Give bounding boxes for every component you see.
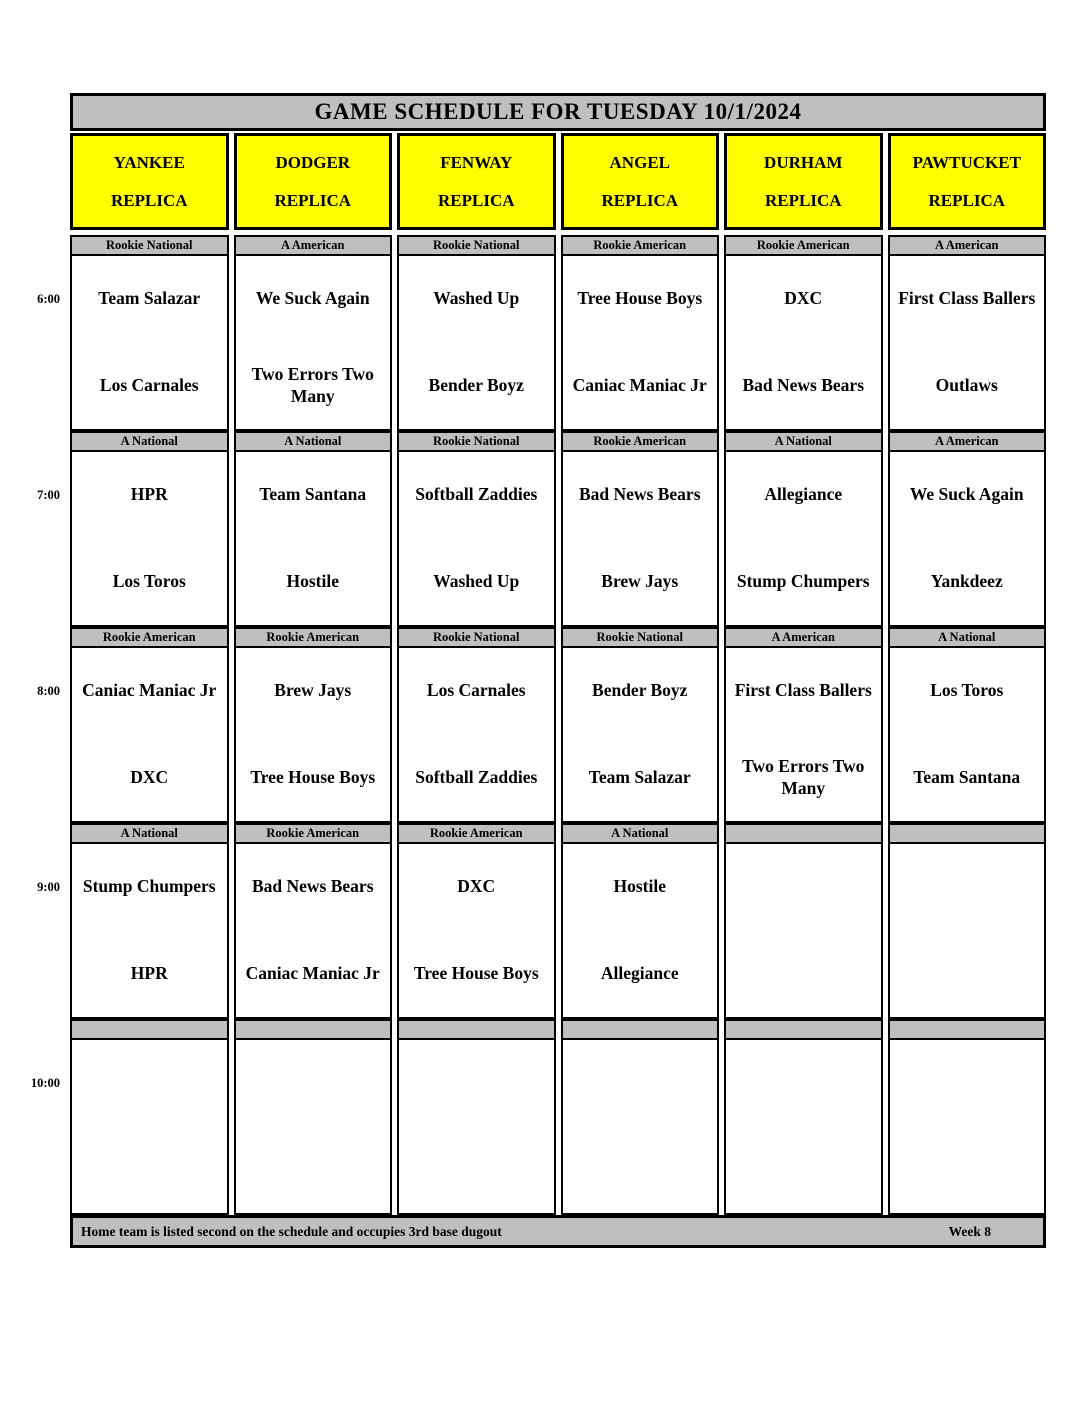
game-cell [397,1040,556,1215]
league-band: Rookie National [397,431,556,452]
league-band: Rookie American [724,235,883,256]
away-team: Los Toros [930,680,1004,701]
home-team: Los Toros [112,570,186,591]
field-header-fenway [397,133,556,230]
home-team: DXC [130,766,169,787]
field-name: PAWTUCKET [912,152,1021,172]
away-team [399,1040,554,1127]
league-band: A American [888,235,1047,256]
game-cell [561,844,720,1019]
league-band [397,1019,556,1040]
away-team: Tree House Boys [577,288,703,309]
home-team [399,1127,554,1214]
home-team: Two Errors Two Many [251,363,374,406]
away-team: First Class Ballers [898,288,1036,309]
away-team [890,844,1045,931]
away-team: First Class Ballers [734,680,872,701]
league-band: Rookie American [561,431,720,452]
away-team [72,1040,227,1127]
game-cell [888,648,1047,823]
league-band: A National [888,627,1047,648]
game-cell [888,1040,1047,1215]
game-cell [561,256,720,431]
league-band: Rookie American [234,627,393,648]
field-subtitle: REPLICA [274,190,351,210]
away-team: Allegiance [764,484,843,505]
league-band: Rookie American [397,823,556,844]
game-cell [234,452,393,627]
game-cell [561,1040,720,1215]
home-team [726,931,881,1018]
home-team: Allegiance [600,962,679,983]
home-team: Outlaws [935,374,998,395]
game-cell [70,1040,229,1215]
away-team [726,844,881,931]
schedule-table [70,93,1046,1248]
home-team: Tree House Boys [250,766,376,787]
game-cell [888,256,1047,431]
game-cell [724,1040,883,1215]
field-header-dodger [234,133,393,230]
away-team: We Suck Again [909,484,1024,505]
league-band: A National [234,431,393,452]
game-cell [888,844,1047,1019]
away-team [563,1040,718,1127]
league-band-row [70,1019,1046,1040]
field-header-angel [561,133,720,230]
home-team: Two Errors Two Many [742,755,865,798]
field-header-durham [724,133,883,230]
game-cell [561,648,720,823]
league-band: A American [724,627,883,648]
league-band: A National [70,431,229,452]
away-team: Softball Zaddies [415,484,538,505]
game-cell [397,256,556,431]
game-cell [70,648,229,823]
league-band-row [70,431,1046,452]
home-team: Brew Jays [601,570,679,591]
home-team [890,1127,1045,1214]
league-band: A American [234,235,393,256]
game-cell [397,648,556,823]
league-band [561,1019,720,1040]
league-band: Rookie American [70,627,229,648]
time-label: 7:00 [37,488,60,502]
slot-rows [70,235,1046,1215]
home-team: Team Salazar [588,766,691,787]
league-band: A National [561,823,720,844]
home-team: Washed Up [433,570,520,591]
game-cell [397,452,556,627]
game-cell [724,648,883,823]
away-team: Washed Up [433,288,520,309]
footer-row [70,1215,1046,1248]
game-cell [70,452,229,627]
home-team: Softball Zaddies [415,766,538,787]
game-row [70,844,1046,1019]
home-team: Yankdeez [930,570,1003,591]
time-label: 10:00 [30,1076,60,1090]
away-team: Stump Chumpers [82,876,216,897]
game-cell [70,844,229,1019]
away-team: Hostile [613,876,666,897]
game-cell [234,256,393,431]
home-team: Los Carnales [99,374,199,395]
game-cell [397,844,556,1019]
league-band: A National [724,431,883,452]
field-name: DURHAM [764,152,843,172]
game-row [70,648,1046,823]
field-subtitle: REPLICA [764,190,842,210]
field-name: YANKEE [113,152,185,172]
game-cell [724,452,883,627]
game-cell [888,452,1047,627]
away-team: Bad News Bears [251,876,374,897]
away-team: Bender Boyz [592,680,688,701]
game-row [70,1040,1046,1215]
field-header-pawtucket [888,133,1047,230]
league-band-row [70,235,1046,256]
home-team: Stump Chumpers [736,570,870,591]
away-team: We Suck Again [255,288,370,309]
time-label: 6:00 [37,292,60,306]
league-band [888,823,1047,844]
field-subtitle: REPLICA [110,190,188,210]
league-band [234,1019,393,1040]
time-label: 9:00 [37,880,60,894]
home-team [72,1127,227,1214]
away-team [726,1040,881,1127]
away-team [236,1040,391,1127]
away-team [890,1040,1045,1127]
league-band-row [70,823,1046,844]
home-team [563,1127,718,1214]
field-header-yankee [70,133,229,230]
league-band: Rookie National [397,627,556,648]
home-team: Tree House Boys [413,962,539,983]
game-cell [70,256,229,431]
home-team: Hostile [286,570,339,591]
league-band: Rookie American [561,235,720,256]
home-team [890,931,1045,1018]
league-band: Rookie National [561,627,720,648]
league-band [724,823,883,844]
away-team: DXC [457,876,496,897]
field-header-row [70,133,1046,230]
game-cell [234,648,393,823]
home-team: Caniac Maniac Jr [245,962,380,983]
footer-note: Home team is listed second on the schedule and occupies 3rd base dugout [81,1223,502,1239]
game-cell [724,844,883,1019]
away-team: DXC [784,288,823,309]
field-name: DODGER [275,152,351,172]
home-team: Team Santana [913,766,1021,787]
game-cell [234,844,393,1019]
field-subtitle: REPLICA [437,190,515,210]
league-band: Rookie National [397,235,556,256]
game-row [70,256,1046,431]
league-band: Rookie National [70,235,229,256]
away-team: Brew Jays [274,680,352,701]
game-cell [561,452,720,627]
league-band [888,1019,1047,1040]
field-subtitle: REPLICA [601,190,678,210]
time-label: 8:00 [37,684,60,698]
field-subtitle: REPLICA [928,190,1005,210]
field-name: ANGEL [609,152,670,172]
away-team: Team Santana [259,484,367,505]
away-team: HPR [130,484,168,505]
schedule-title: GAME SCHEDULE FOR TUESDAY 10/1/2024 [70,93,1046,131]
league-band: A American [888,431,1047,452]
home-team: Bad News Bears [742,374,865,395]
footer-week-label: Week 8 [948,1223,991,1239]
home-team [236,1127,391,1214]
game-cell [234,1040,393,1215]
away-team: Bad News Bears [578,484,701,505]
league-band [724,1019,883,1040]
away-team: Team Salazar [98,288,201,309]
home-team [726,1127,881,1214]
home-team: HPR [130,962,168,983]
game-row [70,452,1046,627]
league-band: Rookie American [234,823,393,844]
away-team: Caniac Maniac Jr [82,680,217,701]
away-team: Los Carnales [426,680,526,701]
game-cell [724,256,883,431]
home-team: Bender Boyz [428,374,524,395]
league-band: A National [70,823,229,844]
home-team: Caniac Maniac Jr [572,374,707,395]
league-band-row [70,627,1046,648]
league-band [70,1019,229,1040]
field-name: FENWAY [440,152,513,172]
